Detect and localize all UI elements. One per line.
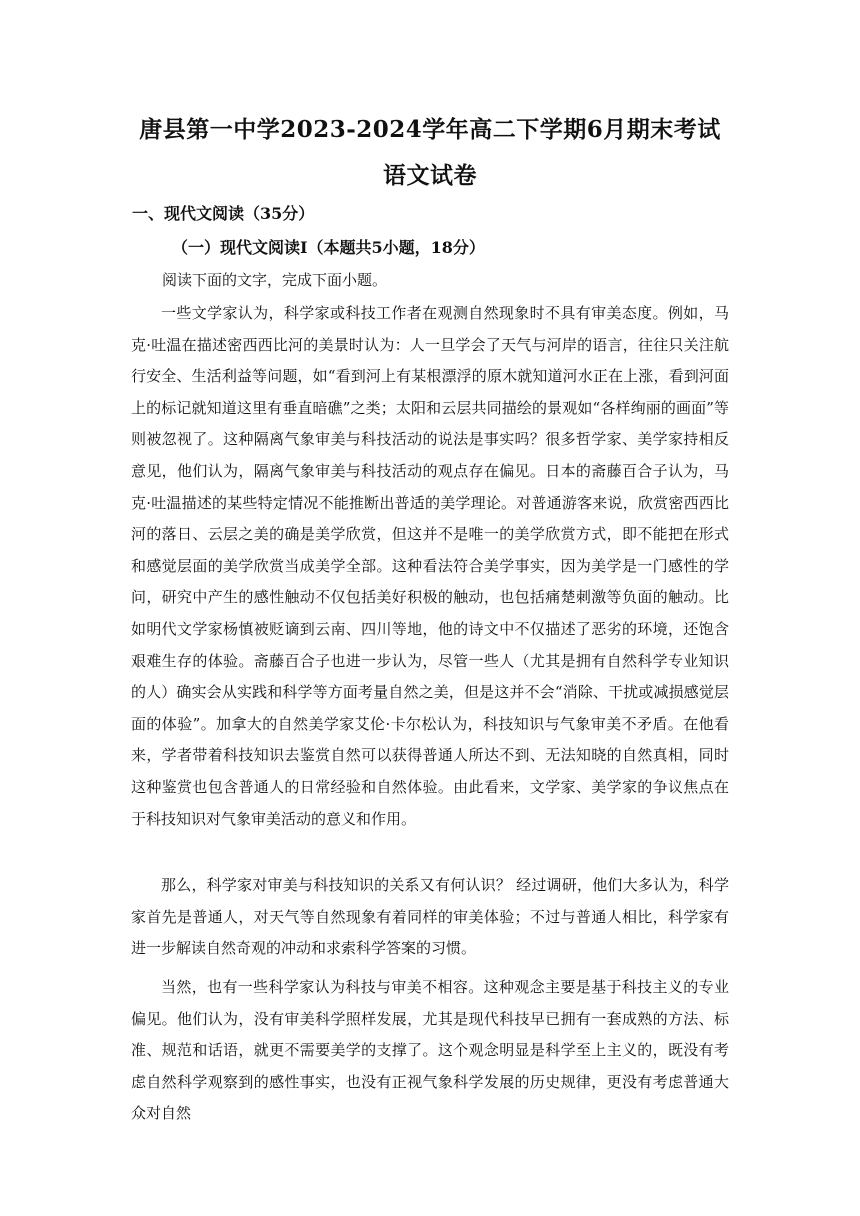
reading-instruction: 阅读下面的文字，完成下面小题。	[162, 271, 388, 289]
passage-paragraph-1: 一些文学家认为，科学家或科技工作者在观测自然现象时不具有审美态度。例如，马克·吐温在描述密西西比河的美景时认为：人一旦学会了天气与河岸的语言，往往只关注航行安全、生活利益等问题，如“看到河上有某根漂浮的原木就知道河水正在上涨，看到河面上的标记就知道这里有垂直暗礁”之类；太阳和云层共同描绘的景观如“各样绚丽的画面”等则被忽视了。这种隔离气象审美与科技活动的说法是事实吗？很多哲学家、美学家持相反意见，他们认为，隔离气象审美与科技活动的观点存在偏见。日本的斋藤百合子认为，马克·吐温描述的某些特定情况不能推断出普适的美学理论。对普通游客来说，欣赏密西西比河的落日、云层之美的确是美学欣赏，但这并不是唯一的美学欣赏方式，即不能把在形式和感觉层面的美学欣赏当成美学全部。这种看法符合美学事实，因为美学是一门感性的学问，研究中产生的感性触动不仅包括美好积极的触动，也包括痛楚刺激等负面的触动。比如明代文学家杨慎被贬谪到云南、四川等地，他的诗文中不仅描述了恶劣的环境，还饱含艰难生存的体验。斋藤百合子也进一步认为，尽管一些人（尤其是拥有自然科学专业知识的人）确实会从实践和科学等方面考量自然之美，但是这并不会“消除、干扰或减损感觉层面的体验”。加拿大的自然美学家艾伦·卡尔松认为，科技知识与气象审美不矛盾。在他看来，学者带着科技知识去鉴赏自然可以获得普通人所达不到、无法知晓的自然真相，同时这种鉴赏也包含普通人的日常经验和自然体验。由此看来，文学家、美学家的争议焦点在于科技知识对气象审美活动的意义和作用。	[131, 304, 729, 828]
exam-subtitle: 语文试卷	[383, 162, 477, 189]
sub-section-heading: （一）现代文阅读Ⅰ（本题共5小题，18分）	[172, 238, 485, 257]
passage-paragraph-3: 当然，也有一些科学家认为科技与审美不相容。这种观念主要是基于科技主义的专业偏见。他们认为，没有审美科学照样发展，尤其是现代科技早已拥有一套成熟的方法、标准、规范和话语，就更不需要美学的支撑了。这个观念明显是科学至上主义的，既没有考虑自然科学观察到的感性事实，也没有正视气象科学发展的历史规律，更没有考虑普通大众对自然	[131, 978, 729, 1123]
section-heading: 一、现代文阅读（35分）	[132, 204, 315, 223]
exam-title: 唐县第一中学2023-2024学年高二下学期6月期末考试	[139, 116, 721, 143]
passage-paragraph-2: 那么，科学家对审美与科技知识的关系又有何认识？ 经过调研，他们大多认为，科学家首先是普通人，对天气等自然现象有着同样的审美体验；不过与普通人相比，科学家有进一步解读自然奇观的冲动和求索科学答案的习惯。	[131, 876, 729, 958]
